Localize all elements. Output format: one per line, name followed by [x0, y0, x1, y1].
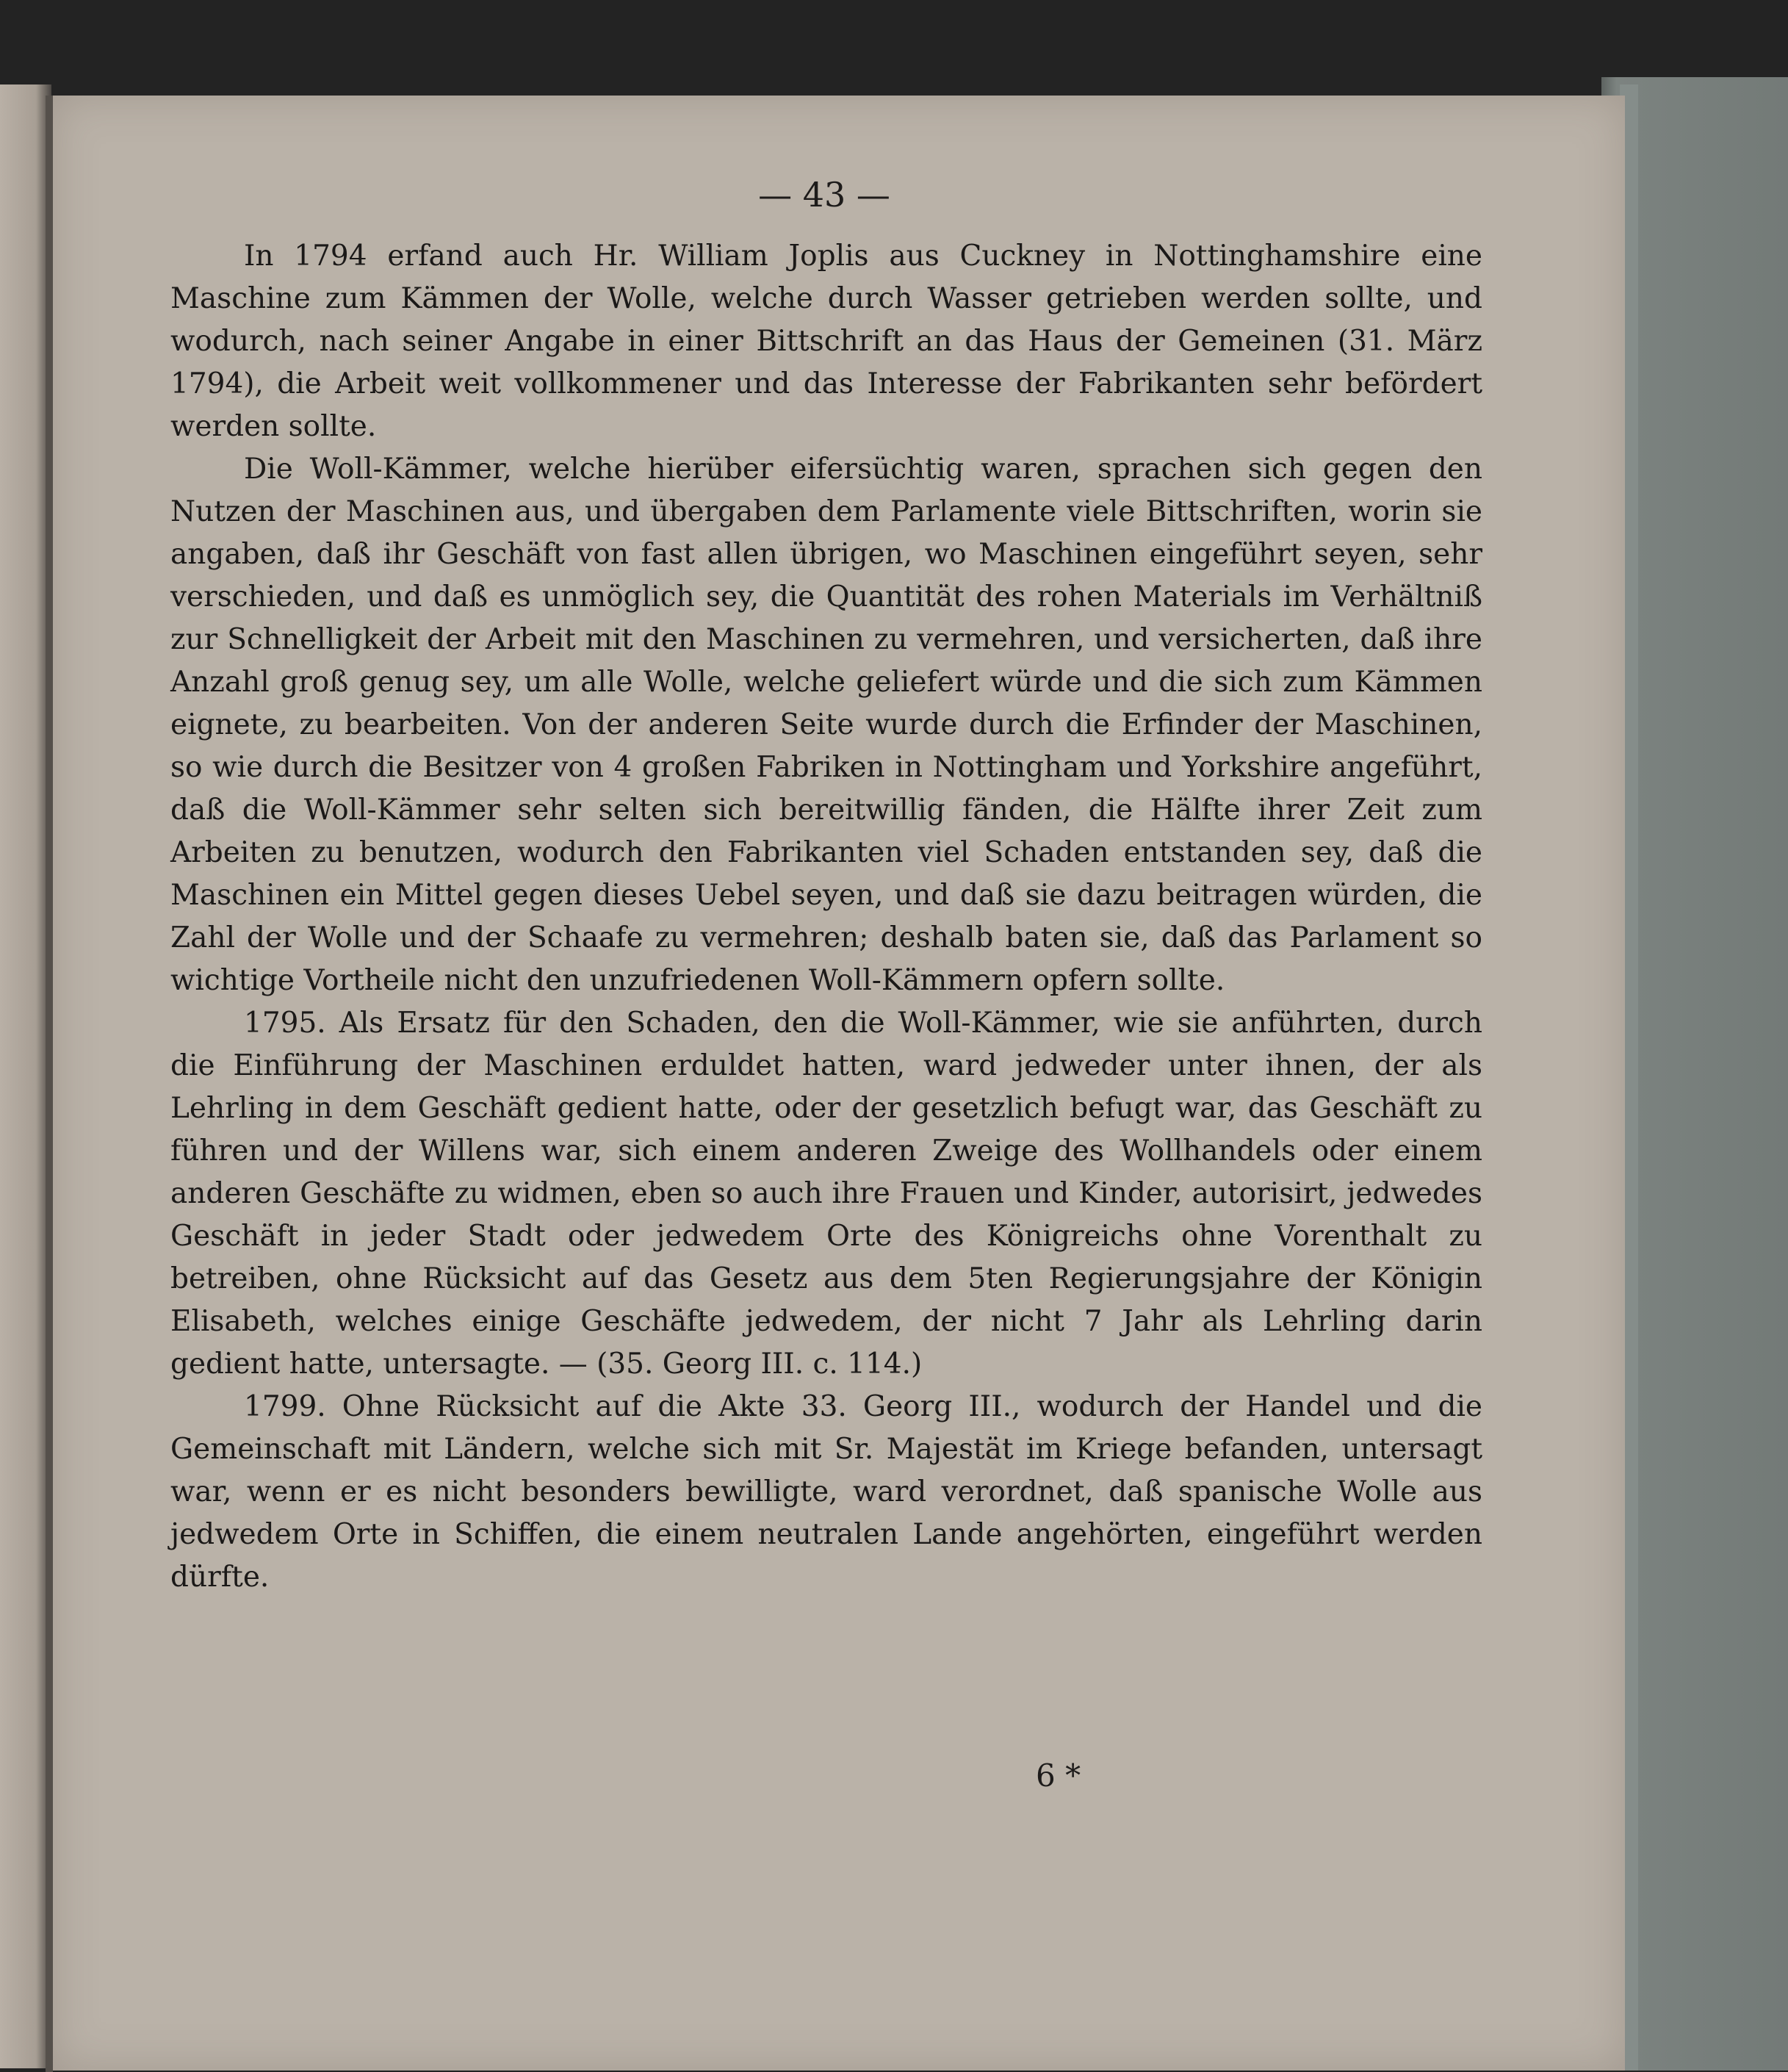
- page-gutter: [46, 96, 53, 2072]
- paragraph-1795: 1795. Als Ersatz für den Schaden, den die Woll-Kämmer, wie sie anführten, durch die Einführung der Maschinen erduldet hatten, ward jedweder unter ihnen, der als Lehrling in dem Geschäft gedient hatte, oder der gesetzlich befugt war, das Geschäft zu führen und der Willens war, sich einem anderen Zweige des Wollhandels oder einem anderen Geschäfte zu widmen, eben so auch ihre Frauen und Kinder, autorisirt, jedwedes Geschäft in jeder Stadt oder jedwedem Orte des Königreichs ohne Vorenthalt zu betreiben, ohne Rücksicht auf das Gesetz aus dem 5ten Regierungsjahre der Königin Elisabeth, welches einige Geschäfte jedwedem, der nicht 7 Jahr als Lehrling darin gedient hatte, untersagte. — (35. Georg III. c. 114.): [170, 1007, 1482, 1381]
- previous-page-edge: [0, 84, 51, 2068]
- page-number-header: — 43 —: [758, 175, 890, 215]
- book-page: [53, 96, 1625, 2071]
- paragraph-1799: 1799. Ohne Rücksicht auf die Akte 33. Georg III., wodurch der Handel und die Gemeinschaft mit Ländern, welche sich mit Sr. Majestät im Kriege befanden, untersagt war, wenn er es nicht besonders bewilligte, ward verordnet, daß spanische Wolle aus jedwedem Orte in Schiffen, die einem neutralen Lande angehörten, eingeführt werden dürfte.: [170, 1390, 1482, 1594]
- paragraph-woll-kaemmer: Die Woll-Kämmer, welche hierüber eifersüchtig waren, sprachen sich gegen den Nutzen der Maschinen aus, und übergaben dem Parlamente viele Bittschriften, worin sie angaben, daß ihr Geschäft von fast allen übrigen, wo Maschinen eingeführt seyen, sehr verschieden, und daß es unmöglich sey, die Quantität des rohen Materials im Verhältniß zur Schnelligkeit der Arbeit mit den Maschinen zu vermehren, und versicherten, daß ihre Anzahl groß genug sey, um alle Wolle, welche geliefert würde und die sich zum Kämmen eignete, zu bearbeiten. Von der anderen Seite wurde durch die Erfinder der Maschinen, so wie durch die Besitzer von 4 großen Fabriken in Nottingham und Yorkshire angeführt, daß die Woll-Kämmer sehr selten sich bereitwillig fänden, die Hälfte ihrer Zeit zum Arbeiten zu benutzen, wodurch den Fabrikanten viel Schaden entstanden sey, daß die Maschinen ein Mittel gegen dieses Uebel seyen, und daß sie dazu beitragen würden, die Zahl der Wolle und der Schaafe zu vermehren; deshalb baten sie, daß das Parlament so wichtige Vortheile nicht den unzufriedenen Woll-Kämmern opfern sollte.: [170, 453, 1482, 997]
- paragraph-joplis-machine: In 1794 erfand auch Hr. William Joplis aus Cuckney in Nottinghamshire eine Maschine zum Kämmen der Wolle, welche durch Wasser getrieben werden sollte, und wodurch, nach seiner Angabe in einer Bittschrift an das Haus der Gemeinen (31. März 1794), die Arbeit weit vollkommener und das Interesse der Fabrikanten sehr befördert werden sollte.: [170, 240, 1482, 443]
- page-body: [170, 235, 1482, 1599]
- signature-mark: 6 *: [1036, 1758, 1081, 1794]
